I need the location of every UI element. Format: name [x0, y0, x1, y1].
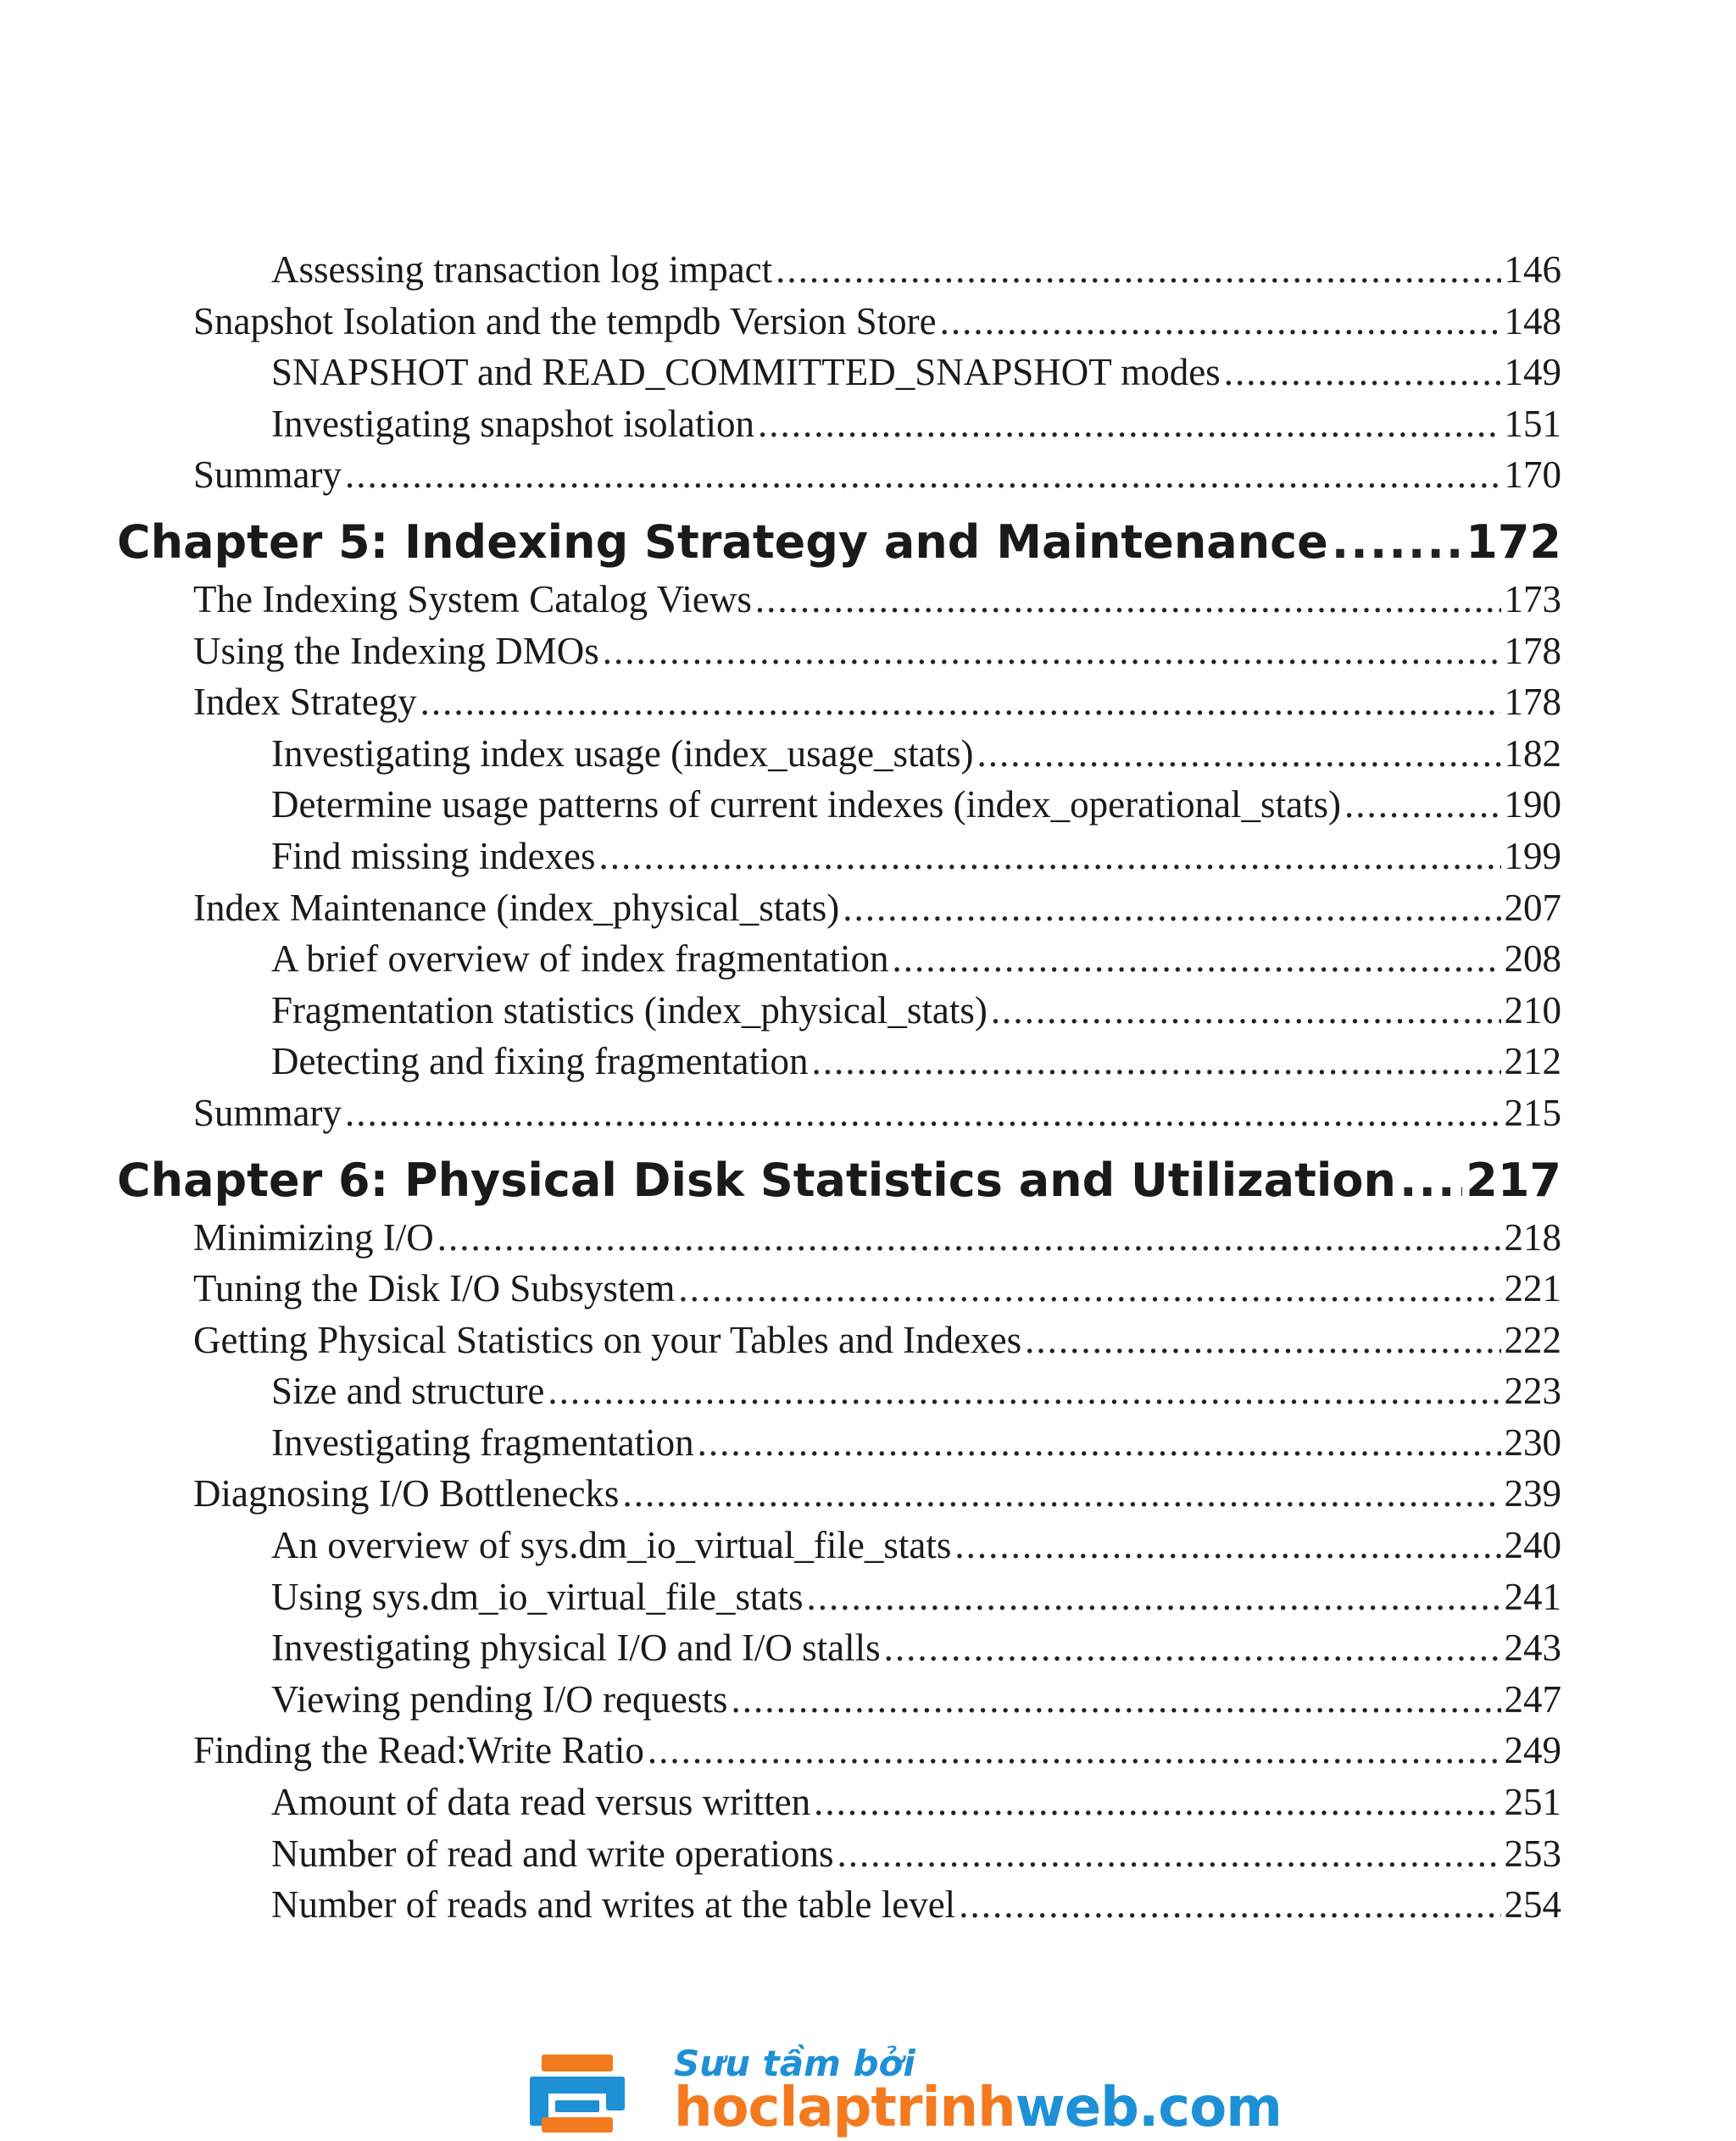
toc-entry: [117, 985, 1561, 1037]
toc-leader-dots: [1025, 1315, 1500, 1366]
toc-entry: [117, 1879, 1561, 1931]
table-of-contents: [117, 244, 1561, 1931]
toc-entry-title: The Indexing System Catalog Views: [193, 577, 752, 620]
toc-leader-dots: [843, 882, 1500, 934]
toc-page-number: 243: [1504, 1627, 1561, 1670]
toc-entry: [117, 1417, 1561, 1469]
toc-entry-title: Snapshot Isolation and the tempdb Version Store: [193, 299, 937, 342]
toc-leader-dots: [1224, 347, 1501, 398]
toc-page-number: 222: [1504, 1318, 1561, 1361]
toc-entry: [117, 933, 1561, 985]
toc-page-number: 151: [1504, 402, 1561, 445]
toc-entry-title: Determine usage patterns of current indexes (index_operational_stats): [271, 783, 1342, 826]
toc-leader-dots: [1344, 779, 1500, 831]
toc-entry: [117, 398, 1561, 450]
toc-leader-dots: [776, 244, 1500, 296]
toc-entry-title: Finding the Read:Write Ratio: [193, 1729, 644, 1772]
toc-page-number: 254: [1504, 1883, 1561, 1927]
toc-entry: [117, 1365, 1561, 1417]
toc-leader-dots: [959, 1879, 1500, 1931]
toc-entry-title: Investigating snapshot isolation: [271, 402, 754, 445]
toc-entry: [117, 1520, 1561, 1571]
toc-entry-title: Tuning the Disk I/O Subsystem: [193, 1267, 676, 1310]
toc-entry-title: Investigating index usage (index_usage_stats): [271, 731, 974, 775]
toc-leader-dots: [977, 728, 1501, 780]
watermark-site-part1: hoclaptrinh: [674, 2077, 1015, 2139]
toc-entry: [117, 449, 1561, 501]
toc-entry-title: An overview of sys.dm_io_virtual_file_stats: [271, 1524, 952, 1567]
watermark-site-part2: web.com: [1015, 2077, 1282, 2139]
toc-leader-dots: [755, 574, 1501, 626]
toc-entry: [117, 1087, 1561, 1139]
toc-entry: [117, 1212, 1561, 1264]
watermark-tagline: Sưu tầm bởi: [674, 2043, 915, 2084]
toc-entry: [117, 1725, 1561, 1777]
toc-leader-dots: [814, 1777, 1500, 1828]
toc-leader-dots: [884, 1622, 1501, 1674]
toc-entry: [117, 1828, 1561, 1880]
toc-leader-dots: [837, 1828, 1501, 1880]
toc-page-number: 172: [1466, 514, 1561, 569]
toc-page-number: 148: [1504, 299, 1561, 342]
toc-chapter-heading: [117, 511, 1561, 574]
toc-page-number: 239: [1504, 1472, 1561, 1515]
toc-entry-title: Getting Physical Statistics on your Tables and Indexes: [193, 1318, 1022, 1361]
toc-page-number: 249: [1504, 1729, 1561, 1772]
toc-entry: [117, 296, 1561, 348]
toc-entry: [117, 728, 1561, 780]
toc-entry-title: Find missing indexes: [271, 834, 596, 877]
toc-entry-title: Investigating fragmentation: [271, 1421, 694, 1464]
book-logo-icon: [530, 2055, 625, 2133]
toc-page-number: 223: [1504, 1370, 1561, 1413]
toc-entry: [117, 1674, 1561, 1726]
toc-page-number: 182: [1504, 731, 1561, 775]
toc-entry: [117, 1468, 1561, 1520]
toc-leader-dots: [758, 398, 1501, 450]
toc-leader-dots: [1332, 511, 1462, 574]
watermark-logo: [530, 2043, 1282, 2139]
toc-page-number: 178: [1504, 681, 1561, 724]
toc-entry-title: Summary: [193, 1091, 342, 1134]
toc-entry-title: Assessing transaction log impact: [271, 248, 773, 291]
toc-entry: [117, 1571, 1561, 1623]
toc-entry-title: Using sys.dm_io_virtual_file_stats: [271, 1575, 804, 1618]
toc-entry: [117, 676, 1561, 728]
toc-page-number: 178: [1504, 629, 1561, 672]
toc-leader-dots: [1399, 1149, 1462, 1212]
toc-leader-dots: [940, 296, 1501, 348]
toc-entry: [117, 779, 1561, 831]
toc-page-number: 217: [1466, 1153, 1561, 1207]
toc-leader-dots: [806, 1571, 1500, 1623]
toc-leader-dots: [812, 1036, 1501, 1087]
toc-page-number: 253: [1504, 1832, 1561, 1875]
toc-entry: [117, 574, 1561, 626]
toc-page-number: 173: [1504, 577, 1561, 620]
watermark-site-name: [674, 2078, 1282, 2138]
toc-entry-title: Number of read and write operations: [271, 1832, 834, 1875]
toc-page-number: 230: [1504, 1421, 1561, 1464]
toc-leader-dots: [954, 1520, 1500, 1571]
toc-entry: [117, 882, 1561, 934]
toc-page-number: 210: [1504, 988, 1561, 1032]
toc-page-number: 221: [1504, 1267, 1561, 1310]
toc-page-number: 208: [1504, 937, 1561, 981]
toc-page-number: 241: [1504, 1575, 1561, 1618]
toc-entry-title: Index Maintenance (index_physical_stats): [193, 886, 840, 929]
toc-page-number: 199: [1504, 834, 1561, 877]
toc-entry-title: Number of reads and writes at the table level: [271, 1883, 956, 1927]
toc-entry-title: SNAPSHOT and READ_COMMITTED_SNAPSHOT modes: [271, 351, 1221, 394]
toc-page-number: 146: [1504, 248, 1561, 291]
toc-entry: [117, 1036, 1561, 1087]
toc-entry-title: Fragmentation statistics (index_physical_stats): [271, 988, 988, 1032]
toc-entry: [117, 1622, 1561, 1674]
toc-entry-title: Detecting and fixing fragmentation: [271, 1040, 809, 1083]
toc-leader-dots: [603, 626, 1501, 677]
toc-page-number: 240: [1504, 1524, 1561, 1567]
toc-entry: [117, 1263, 1561, 1315]
toc-entry: [117, 244, 1561, 296]
toc-page-number: 251: [1504, 1781, 1561, 1824]
toc-entry: [117, 1315, 1561, 1366]
toc-leader-dots: [991, 985, 1501, 1037]
toc-chapter-heading: [117, 1149, 1561, 1212]
toc-entry-title: Index Strategy: [193, 681, 417, 724]
toc-entry-title: Amount of data read versus written: [271, 1781, 811, 1824]
toc-page-number: 149: [1504, 351, 1561, 394]
toc-entry-title: Summary: [193, 453, 342, 497]
toc-entry-title: Chapter 5: Indexing Strategy and Maintenance: [117, 514, 1328, 569]
toc-page-number: 170: [1504, 453, 1561, 497]
toc-page-number: 215: [1504, 1091, 1561, 1134]
toc-entry-title: Minimizing I/O: [193, 1215, 434, 1259]
toc-entry: [117, 347, 1561, 398]
toc-leader-dots: [345, 449, 1501, 501]
toc-entry-title: Investigating physical I/O and I/O stalls: [271, 1627, 881, 1670]
toc-leader-dots: [420, 676, 1501, 728]
toc-leader-dots: [648, 1725, 1501, 1777]
toc-leader-dots: [893, 933, 1501, 985]
toc-leader-dots: [731, 1674, 1500, 1726]
toc-leader-dots: [678, 1263, 1500, 1315]
toc-page-number: 212: [1504, 1040, 1561, 1083]
toc-entry-title: Viewing pending I/O requests: [271, 1677, 728, 1721]
toc-entry-title: Diagnosing I/O Bottlenecks: [193, 1472, 620, 1515]
toc-leader-dots: [599, 831, 1501, 882]
toc-leader-dots: [698, 1417, 1501, 1469]
toc-leader-dots: [548, 1365, 1500, 1417]
toc-entry-title: Using the Indexing DMOs: [193, 629, 599, 672]
toc-entry-title: A brief overview of index fragmentation: [271, 937, 889, 981]
toc-leader-dots: [437, 1212, 1501, 1264]
toc-leader-dots: [622, 1468, 1500, 1520]
toc-entry: [117, 1777, 1561, 1828]
toc-leader-dots: [345, 1087, 1501, 1139]
toc-page-number: 207: [1504, 886, 1561, 929]
toc-entry-title: Chapter 6: Physical Disk Statistics and Utilization: [117, 1153, 1396, 1207]
toc-entry-title: Size and structure: [271, 1370, 545, 1413]
toc-entry: [117, 626, 1561, 677]
toc-page-number: 218: [1504, 1215, 1561, 1259]
toc-page-number: 190: [1504, 783, 1561, 826]
toc-page-number: 247: [1504, 1677, 1561, 1721]
toc-entry: [117, 831, 1561, 882]
